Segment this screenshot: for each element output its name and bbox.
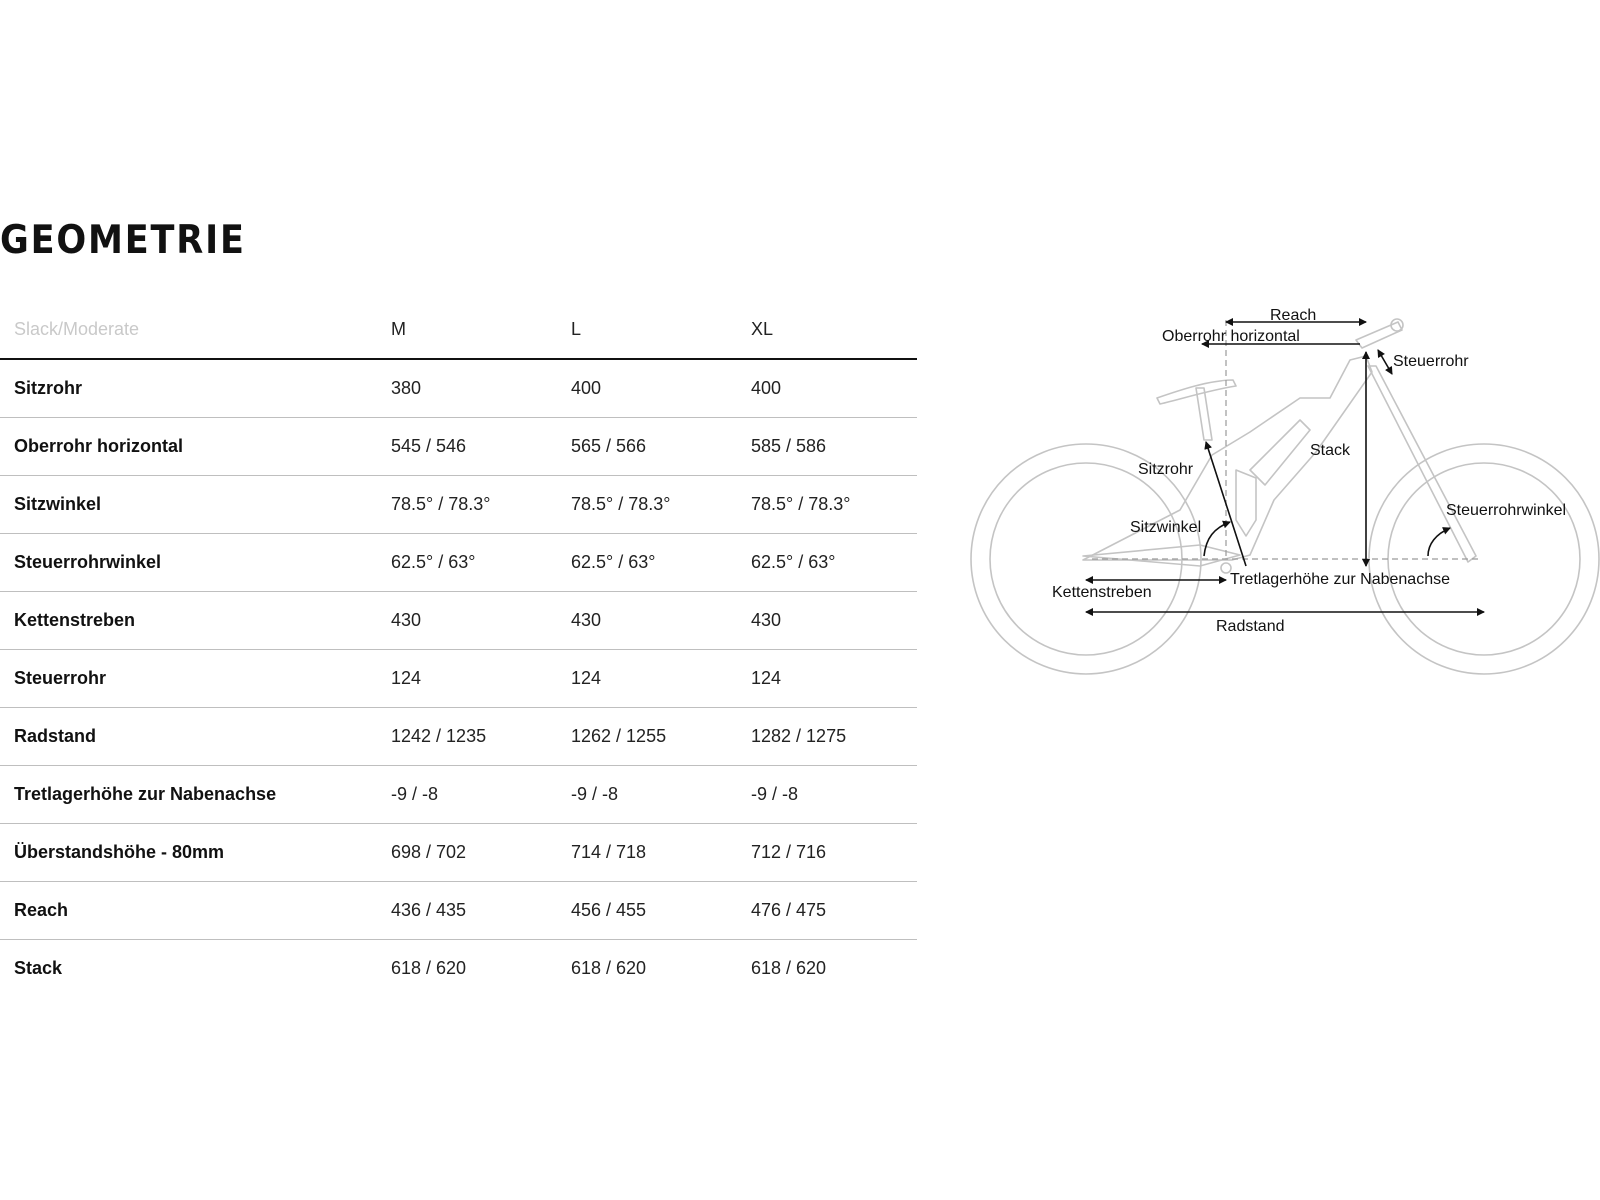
cell-xl: 78.5° / 78.3°: [737, 476, 917, 534]
shock: [1236, 470, 1256, 536]
fork: [1368, 366, 1476, 562]
diagram-label-radstand: Radstand: [1216, 618, 1285, 635]
diagram-label-oberrohr: Oberrohr horizontal: [1162, 328, 1300, 345]
cell-l: 124: [557, 650, 737, 708]
cell-xl: 585 / 586: [737, 418, 917, 476]
cell-m: 618 / 620: [391, 958, 467, 978]
cell-l: 400: [557, 359, 737, 418]
seatpost: [1196, 388, 1212, 440]
cell-m: 78.5° / 78.3°: [377, 476, 557, 534]
row-label: Stack: [14, 958, 63, 978]
table-row: [0, 882, 917, 940]
geometry-table: [0, 300, 917, 997]
cell-xl: 476 / 475: [737, 882, 917, 940]
steuerrohr-arrow: [1378, 350, 1392, 374]
cell-l: 78.5° / 78.3°: [557, 476, 737, 534]
stem: [1356, 322, 1402, 348]
cell-xl: 1282 / 1275: [737, 708, 917, 766]
row-label: Sitzwinkel: [0, 476, 377, 534]
cell-m: 698 / 702: [377, 824, 557, 882]
table-row: [0, 359, 917, 418]
cell-m: 62.5° / 63°: [377, 534, 557, 592]
cell-m: 436 / 435: [377, 882, 557, 940]
page-title: GEOMETRIE: [0, 218, 246, 263]
row-label: Tretlagerhöhe zur Nabenachse: [0, 766, 377, 824]
row-label: Steuerrohrwinkel: [0, 534, 377, 592]
cell-l: -9 / -8: [557, 766, 737, 824]
table-header-row: [0, 300, 917, 359]
diagram-label-stack: Stack: [1310, 442, 1351, 459]
steuerrohrwinkel-arc: [1428, 528, 1450, 556]
row-label: Radstand: [0, 708, 377, 766]
row-label: Steuerrohr: [0, 650, 377, 708]
bike-silhouette: [971, 319, 1599, 674]
cell-xl: 430: [737, 592, 917, 650]
table-row: [0, 650, 917, 708]
cell-l: 430: [557, 592, 737, 650]
row-label: Reach: [0, 882, 377, 940]
row-label: Kettenstreben: [0, 592, 377, 650]
geometry-diagram: [960, 290, 1600, 690]
cell-m: 380: [377, 359, 557, 418]
cell-xl: 618 / 620: [751, 958, 827, 978]
cell-xl: 712 / 716: [737, 824, 917, 882]
cell-m: -9 / -8: [377, 766, 557, 824]
size-header-xl: XL: [737, 300, 917, 359]
cell-m: 430: [377, 592, 557, 650]
model-name: Slack/Moderate: [0, 300, 377, 359]
cell-l: 714 / 718: [557, 824, 737, 882]
cell-l: 1262 / 1255: [557, 708, 737, 766]
cell-l: 618 / 620: [571, 958, 647, 978]
table-row: [0, 766, 917, 824]
table-row: [0, 476, 917, 534]
row-label: Oberrohr horizontal: [0, 418, 377, 476]
table-row: [0, 824, 917, 882]
cell-l: 565 / 566: [557, 418, 737, 476]
cell-xl: 400: [737, 359, 917, 418]
table-row: [0, 592, 917, 650]
size-header-m: M: [377, 300, 557, 359]
cell-m: 124: [377, 650, 557, 708]
cell-m: 545 / 546: [377, 418, 557, 476]
size-header-l: L: [557, 300, 737, 359]
table-row: [0, 708, 917, 766]
diagram-label-reach: Reach: [1270, 307, 1317, 324]
cell-xl: 62.5° / 63°: [737, 534, 917, 592]
frame-cutout: [1250, 420, 1310, 485]
diagram-label-sitzrohr: Sitzrohr: [1138, 461, 1194, 478]
diagram-label-steuerrohr: Steuerrohr: [1393, 353, 1469, 370]
cell-l: 62.5° / 63°: [557, 534, 737, 592]
row-label: Sitzrohr: [0, 359, 377, 418]
table-row: [0, 940, 917, 998]
cell-l: 456 / 455: [557, 882, 737, 940]
diagram-label-steuerrohrwinkel: Steuerrohrwinkel: [1446, 502, 1567, 519]
diagram-label-sitzwinkel: Sitzwinkel: [1130, 519, 1202, 536]
cell-m: 1242 / 1235: [377, 708, 557, 766]
row-label: Überstandshöhe - 80mm: [0, 824, 377, 882]
diagram-label-tretlager: Tretlagerhöhe zur Nabenachse: [1230, 571, 1450, 588]
table-row: [0, 418, 917, 476]
cell-xl: 124: [737, 650, 917, 708]
diagram-label-kettenstreben: Kettenstreben: [1052, 584, 1152, 601]
cell-xl: -9 / -8: [737, 766, 917, 824]
table-row: [0, 534, 917, 592]
